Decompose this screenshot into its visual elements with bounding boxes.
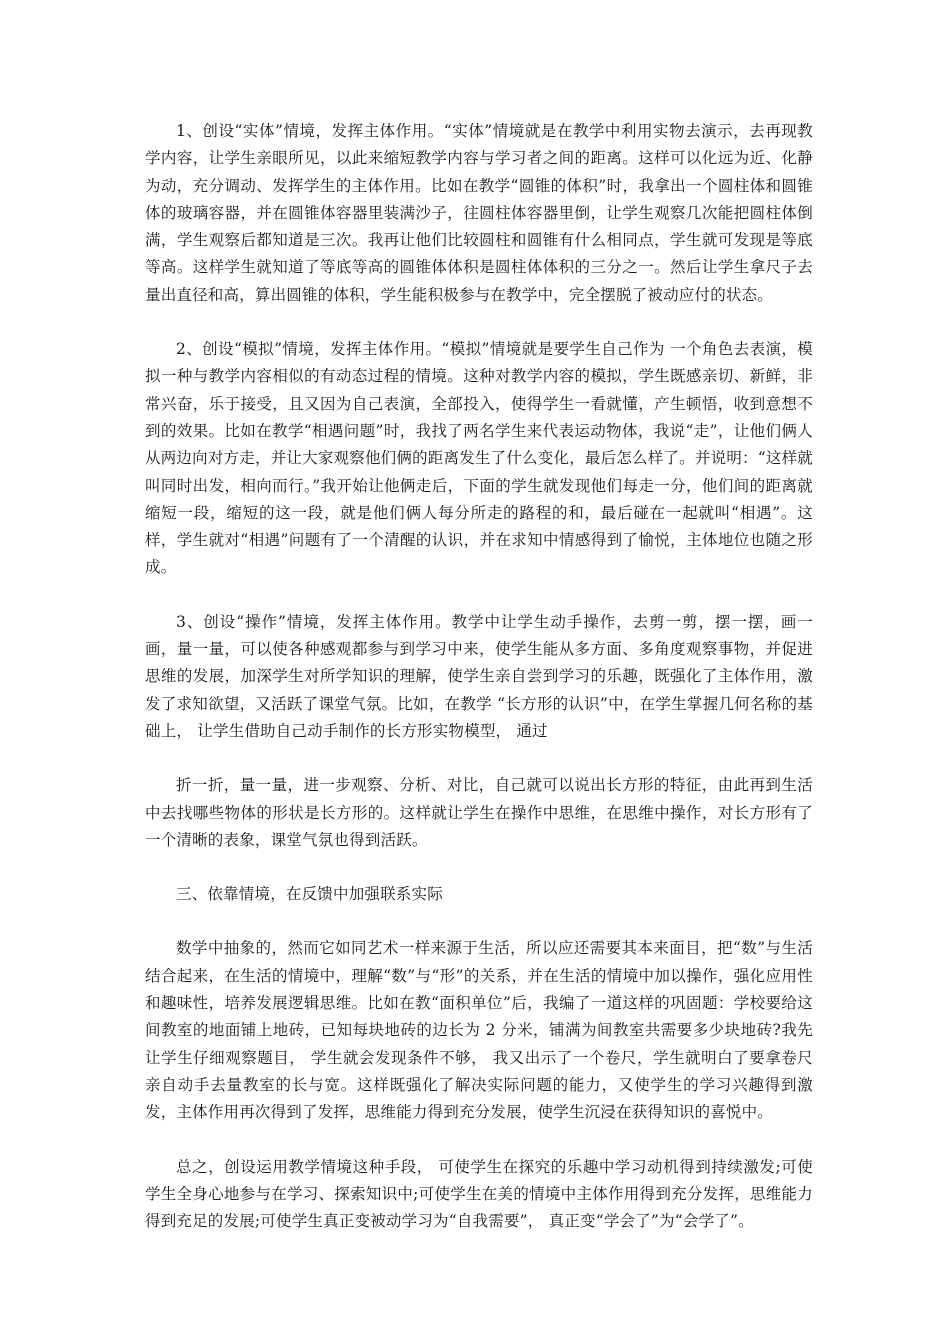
section-heading-3: 三、依靠情境，在反馈中加强联系实际	[176, 885, 443, 904]
paragraph-5: 数学中抽象的，然而它如同艺术一样来源于生活，所以应还需要其本来面目，把“数”与生活结合起来，在生活的情境中，理解“数”与“形”的关系，并在生活的情境中加以操作，强化应用性和趣味性，培养发展逻辑思维。比如在教“面积单位”后，我编了一道这样的巩固题：学校要给这间教室的地面铺上地砖，已知每块地砖的边长为 2 分米，铺满为间教室共需要多少块地砖?我先让学生仔细观察题目， 学生就会发现条件不够， 我又出示了一个卷尺，学生就明白了要拿卷尺亲自动手去量教室的长与宽。这样既强化了解决实际问题的能力，又使学生的学习兴趣得到激发，主体作用再次得到了发挥，思维能力得到充分发展，使学生沉浸在获得知识的喜悦中。	[145, 939, 813, 1122]
paragraph-2: 2、创设“模拟”情境，发挥主体作用。“模拟”情境就是要学生自己作为 一个角色去表演，模拟一种与教学内容相似的有动态过程的情境。这种对教学内容的模拟，学生既感亲切、新鲜，非常兴奋，乐于接受，且又因为自己表演，全部投入，使得学生一看就懂，产生顿悟，收到意想不到的效果。比如在教学“相遇问题”时，我找了两名学生来代表运动物体，我说“走”，让他们俩人从两边向对方走，并让大家观察他们俩的距离发生了什么变化，最后怎么样了。并说明：“这样就叫同时出发，相向而行。”我开始让他俩走后，下面的学生就发现他们每走一分，他们间的距离就缩短一段，缩短的这一段，就是他们俩人每分所走的路程的和，最后碰在一起就叫“相遇”。这样，学生就对“相遇”问题有了一个清醒的认识，并在求知中情感得到了愉悦，主体地位也随之形成。	[145, 340, 813, 577]
paragraph-4: 折一折，量一量，进一步观察、分析、对比，自己就可以说出长方形的特征，由此再到生活中去找哪些物体的形状是长方形的。这样就让学生在操作中思维，在思维中操作，对长方形有了一个清晰的表象，课堂气氛也得到活跃。	[145, 776, 813, 849]
paragraph-6: 总之，创设运用教学情境这种手段， 可使学生在探究的乐趣中学习动机得到持续激发;可使学生全身心地参与在学习、探索知识中;可使学生在美的情境中主体作用得到充分发挥，思维能力得到充足的发展;可使学生真正变被动学习为“自我需要”， 真正变“学会了”为“会学了”。	[145, 1157, 813, 1231]
document-body	[145, 118, 813, 1235]
paragraph-3: 3、创设“操作”情境，发挥主体作用。教学中让学生动手操作，去剪一剪，摆一摆，画一画，量一量，可以使各种感观都参与到学习中来，使学生能从多方面、多角度观察事物，并促进思维的发展，加深学生对所学知识的理解，使学生亲自尝到学习的乐趣，既强化了主体作用，激发了求知欲望，又活跃了课堂气氛。比如，在教学 “长方形的认识”中，在学生掌握几何名称的基础上， 让学生借助自己动手制作的长方形实物模型， 通过	[145, 612, 813, 740]
paragraph-1: 1、创设“实体”情境，发挥主体作用。“实体”情境就是在教学中利用实物去演示，去再现教学内容，让学生亲眼所见，以此来缩短教学内容与学习者之间的距离。这样可以化远为近、化静为动，充分调动、发挥学生的主体作用。比如在教学“圆锥的体积”时，我拿出一个圆柱体和圆锥体的玻璃容器，并在圆锥体容器里装满沙子，往圆柱体容器里倒，让学生观察几次能把圆柱体倒满，学生观察后都知道是三次。我再让他们比较圆柱和圆锥有什么相同点，学生就可发现是等底等高。这样学生就知道了等底等高的圆锥体体积是圆柱体体积的三分之一。然后让学生拿尺子去量出直径和高，算出圆锥的体积，学生能积极参与在教学中，完全摆脱了被动应付的状态。	[145, 122, 813, 304]
